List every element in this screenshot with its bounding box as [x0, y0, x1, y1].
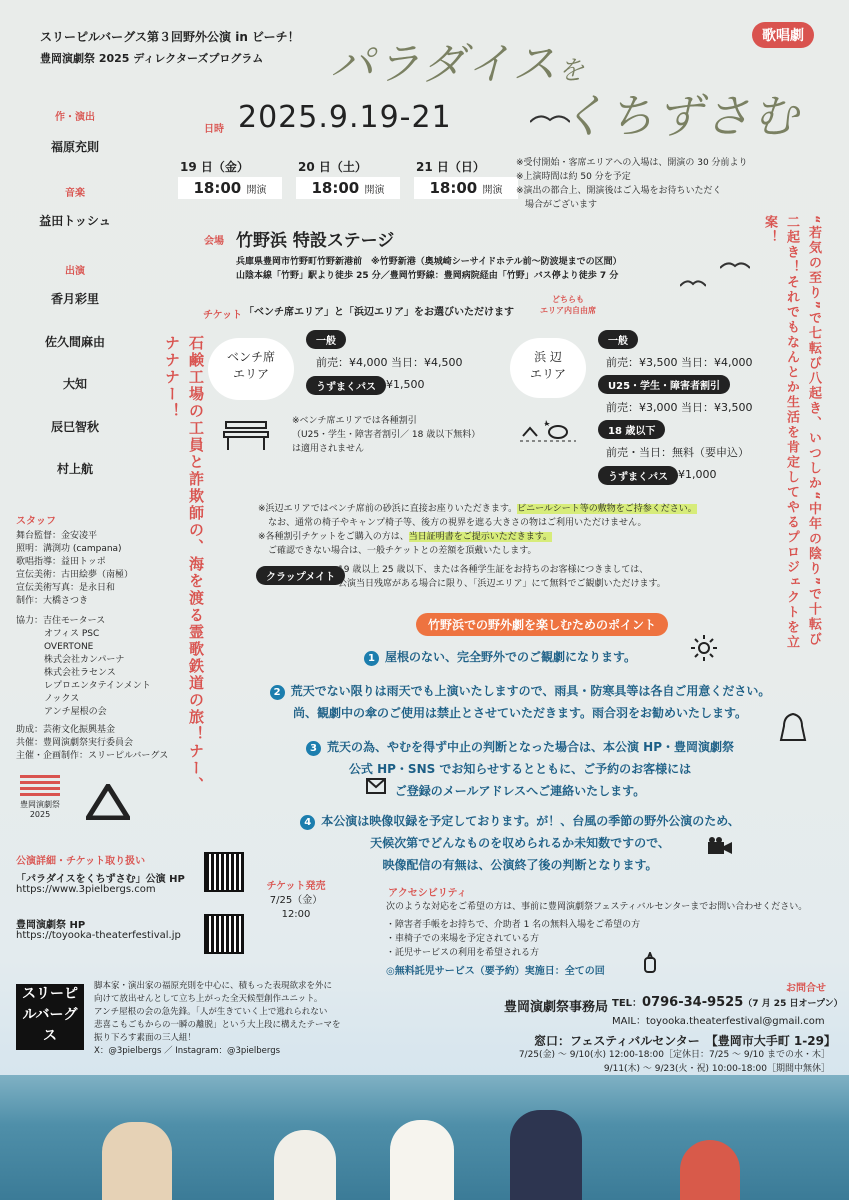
hp2-title: 豊岡演劇祭 HP: [16, 920, 86, 931]
point-3: 3 荒天の為、やむを得ず中止の判断となった場合は、本公演 HP・豊岡演劇祭 公式 HP・SNS でお知らせするとともに、ご予約のお客様には ご登録のメールアドレスへご連絡いたします。: [240, 736, 800, 802]
bench-uzumaku-pill: うずまくパス: [306, 376, 386, 395]
beach-u25-price: 前売：¥3,000 当日：¥3,500: [606, 401, 753, 414]
bench-general-price: 前売：¥4,000 当日：¥4,500: [316, 356, 463, 369]
hp1-title: 「パラダイスをくちずさむ」公演 HP: [16, 874, 185, 885]
person-photo: [510, 1110, 582, 1200]
beach-under18-price: 前売・当日：無料（要申込）: [606, 446, 749, 459]
contact-window: 窓口：フェスティバルセンター 【豊岡市大手町 1-29】: [534, 1034, 836, 1048]
music-name: 益田トッシュ: [39, 214, 111, 228]
point-1: 1 屋根のない、完全野外でのご観劇になります。: [250, 646, 750, 668]
bench-general-pill: 一般: [306, 330, 346, 349]
date-value: 2025.9.19-21: [238, 100, 452, 135]
beach-under18-pill: 18 歳以下: [598, 420, 665, 439]
point-2: 2 荒天でない限りは雨天でも上演いたしますので、雨具・防寒具等は各自ご用意ください。 尚、観劇中の傘のご使用は禁止とさせていただきます。雨合羽をお勧めいたします。: [240, 680, 800, 724]
person-photo: [680, 1140, 740, 1200]
mail-icon: [366, 778, 386, 794]
cast-name: 香月彩里: [50, 292, 99, 306]
show-time-box: 18:00 開演: [178, 177, 282, 199]
sea-photo: [0, 1075, 849, 1200]
cast-name: 辰巳智秋: [50, 420, 99, 434]
director-label: 作・演出: [55, 112, 95, 123]
tagline-left: 石鹸工場の工員と詐欺師の、海を渡る霊歌鉄道の旅！ナー、ナナナー！: [163, 335, 205, 794]
contact-tel: TEL：0796-34-9525（7 月 25 日オープン）: [612, 995, 843, 1010]
venue-label: 会場: [204, 236, 224, 247]
ticket-sale-box: チケット発売 7/25（金） 12:00: [266, 881, 326, 920]
triangle-logo-icon: [86, 784, 130, 820]
date-label: 日時: [204, 124, 224, 135]
show-day: 20 日（土）: [298, 160, 367, 174]
cooperation-list: 協力：吉住モータース オフィス PSC OVERTONE 株式会社カンパーナ 株式会社ラセンス レプロエンタテインメント ノックス アンチ屋根の会: [16, 616, 151, 717]
music-label: 音楽: [65, 188, 85, 199]
bird-icon: [680, 278, 706, 288]
person-photo: [390, 1120, 454, 1200]
ticket-intro: 「ベンチ席エリア」と「浜辺エリア」をお選びいただけます: [244, 307, 514, 318]
contact-hours: 7/25(金) 〜 9/10(水) 12:00-18:00［定休日：7/25 〜 9/10 までの水・木］ 9/11(木) 〜 9/23(火・祝) 10:00-18:00［期間中無休］: [518, 1050, 830, 1074]
title-rest: くちずさむ: [560, 89, 800, 143]
show-day: 21 日（日）: [416, 160, 485, 174]
beach-general-price: 前売：¥3,500 当日：¥4,000: [606, 356, 753, 369]
accessibility-intro: 次のような対応をご希望の方は、事前に豊岡演劇祭フェスティバルセンターまでお問い合わせください。: [386, 902, 808, 912]
contact-label: お問合せ: [786, 983, 826, 994]
header-line-1: スリーピルバーグス第３回野外公演 in ビーチ！: [40, 30, 300, 44]
bird-icon: [530, 112, 570, 126]
beach-general-pill: 一般: [598, 330, 638, 349]
bench-area-cloud: ベンチ席 エリア: [208, 338, 294, 400]
beach-notes: ※浜辺エリアではベンチ席前の砂浜に直接お座りいただきます。ビニールシート等の敷物をご持参ください。 なお、通常の椅子やキャンプ椅子等、後方の視界を遮る大きさの物はご利用いただけません。 ※各種割引チケットをご購入の方は、当日証明書をご提示いただきます。 ご確認できない場合は、一般チケットとの差額を頂戴いたします。: [258, 504, 697, 556]
clapmate-text: 19 歳以上 25 歳以下、または各種学生証をお持ちのお客様につきましては、 公演当日残席がある場合に限り、「浜辺エリア」にて無料でご観劇いただけます。: [338, 565, 666, 589]
support-list: 助成：芸術文化振興基金 共催：豊岡演劇祭実行委員会 主催・企画制作：スリーピルバーグス: [16, 725, 169, 761]
qr-code[interactable]: [204, 914, 244, 954]
beach-shells-icon: [518, 414, 578, 444]
cast-name: 村上航: [56, 462, 93, 476]
person-photo: [102, 1122, 172, 1200]
beach-area-cloud: 浜 辺 エリア: [510, 338, 586, 398]
bench-uzumaku-price: ¥1,500: [386, 378, 425, 391]
camera-icon: [706, 836, 734, 856]
genre-badge: 歌唱劇: [752, 22, 814, 48]
contact-office: 豊岡演劇祭事務局: [504, 1000, 609, 1015]
beach-u25-pill: U25・学生・障害者割引: [598, 375, 730, 394]
cast-label: 出演: [65, 266, 85, 277]
title: [330, 28, 586, 92]
director-name: 福原充則: [50, 140, 99, 154]
cast-name: 大知: [62, 377, 87, 391]
venue-name: 竹野浜 特設ステージ: [236, 231, 395, 251]
accessibility-list: ・障害者手帳をお持ちで、介助者 1 名の無料入場をご希望の方 ・車椅子での来場を予定されている方 ・託児サービスの利用を希望される方: [386, 920, 641, 958]
accessibility-label: アクセシビリティ: [388, 888, 467, 899]
point-4: 4 本公演は映像収録を予定しております。が！、台風の季節の野外公演のため、 天候次第でどんなものを収められるか未知数ですので、 映像配信の有無は、公演終了後の判断となります。: [240, 810, 800, 876]
hp2-link[interactable]: https://toyooka-theaterfestival.jp: [16, 930, 181, 941]
hp1-link[interactable]: https://www.3pielbergs.com: [16, 884, 156, 895]
tagline-right: “若気の至り”で七転び八起き、いつしか“中年の陰り”で十転び二起き！それでもなんとか生活を肯定してやるプロジェクトを立案！: [762, 215, 821, 650]
clapmate-pill: クラップメイト: [256, 566, 345, 585]
festival-logo: 豊岡演劇祭 2025: [20, 775, 60, 819]
beach-uzumaku-price: ¥1,000: [678, 468, 717, 481]
bench-note: ※ベンチ席エリアでは各種割引 （U25・学生・障害者割引／ 18 歳以下無料） は適用されません: [292, 416, 481, 454]
venue-access: 山陰本線「竹野」駅より徒歩 25 分／豊岡竹野線：豊岡病院経由「竹野」バス停より徒歩 7 分: [236, 271, 619, 281]
childcare-note: ◎無料託児サービス（要予約）実施日：全ての回: [386, 966, 605, 977]
beach-uzumaku-pill: うずまくパス: [598, 466, 678, 485]
title-wo: を: [558, 56, 587, 86]
qr-code[interactable]: [204, 852, 244, 892]
ticket-label: チケット: [203, 310, 243, 321]
bench-icon: [222, 416, 270, 452]
date-notes: ※受付開始・客席エリアへの入場は、開演の 30 分前より ※上演時間は約 50 分を予定 ※演出の都合上、開演後はご入場をお待ちいただく 場合がございます: [516, 158, 748, 210]
show-time-box: 18:00 開演: [414, 177, 518, 199]
contact-mail: MAIL：toyooka.theaterfestival@gmail.com: [612, 1016, 825, 1027]
mail-link[interactable]: toyooka.theaterfestival@gmail.com: [646, 1016, 825, 1027]
info-label: 公演詳細・チケット取り扱い: [16, 856, 146, 867]
bird-icon: [720, 260, 750, 270]
show-time-box: 18:00 開演: [296, 177, 400, 199]
staff-label: スタッフ: [16, 516, 56, 527]
person-photo: [274, 1130, 336, 1200]
free-seat-note: どちらも エリア内自由席: [540, 295, 596, 315]
baby-bottle-icon: [642, 952, 658, 974]
company-logo: スリーピルバーグス: [16, 984, 84, 1050]
show-day: 19 日（金）: [180, 160, 249, 174]
points-title: 竹野浜での野外劇を楽しむためのポイント: [416, 613, 668, 636]
company-desc: 脚本家・演出家の福原充則を中心に、積もった表現欲求を外に 向けて放出せんとして立ち上がった全天候型創作ユニット。 アンチ屋根の会の急先鋒。「人が生きていく上で逃れられない 悲喜こもごもからの一瞬の離脱」という大上段に構えたテーマを 振り下ろす素面の三人組！ X：@3pielbergs ／ Instagram：@3pielbergs: [94, 981, 341, 1056]
cast-name: 佐久間麻由: [44, 335, 105, 349]
header-line-2: 豊岡演劇祭 2025 ディレクターズプログラム: [40, 52, 264, 65]
venue-address: 兵庫県豊岡市竹野町竹野新港前 ※竹野新港（奥城崎シーサイドホテル前〜防波堤までの区間）: [236, 257, 622, 267]
title-main: パラダイス: [330, 39, 559, 90]
staff-list: 舞台監督：金安凌平 照明：溝渕功 (campana) 歌唱指導：益田トッポ 宣伝美術：古田絵夢（南極） 宣伝美術写真：是永日和 制作：大橋さつき: [16, 531, 134, 606]
